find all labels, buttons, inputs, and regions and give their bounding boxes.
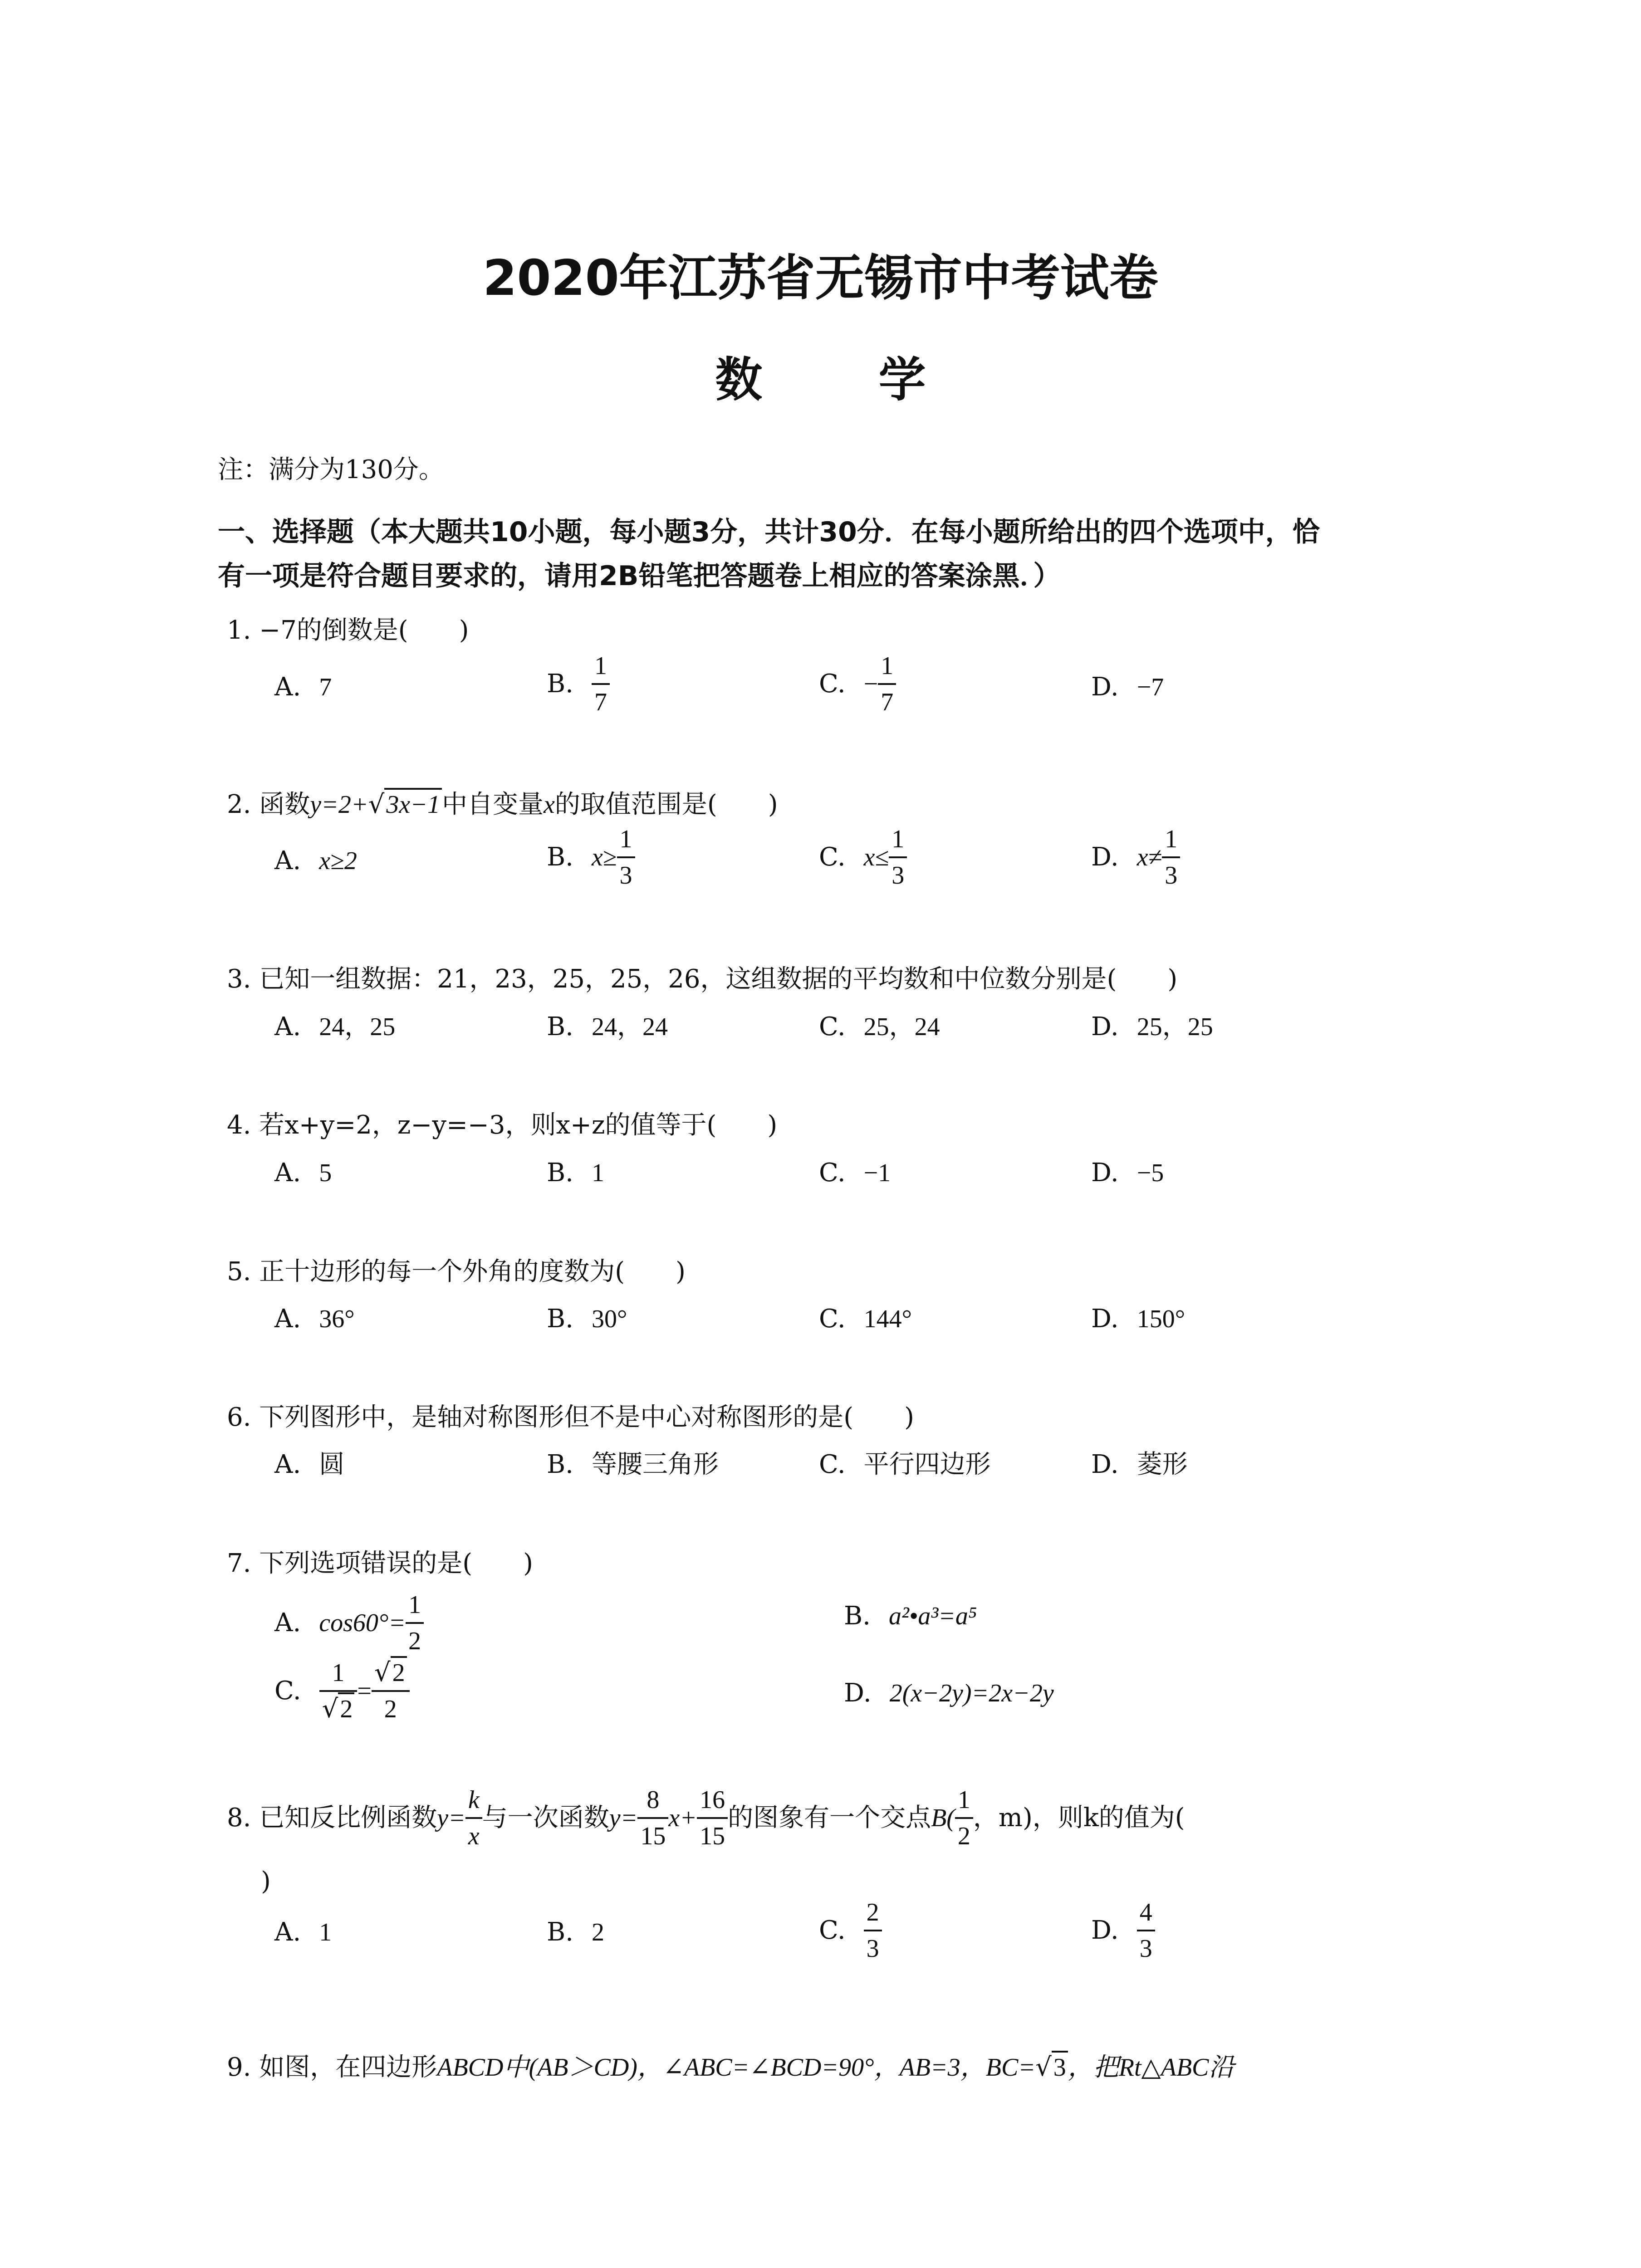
q2-option-c[interactable]: C. x≤ $\frac{1}{3}$ (819, 826, 907, 888)
q3-option-c[interactable]: C. 25，24 (819, 1012, 940, 1041)
q2-option-a[interactable]: A. x≥2 (274, 846, 357, 875)
q8-option-c[interactable]: C. $\frac{2}{3}$ (819, 1900, 882, 1961)
q4-option-d[interactable]: D. −5 (1091, 1158, 1164, 1188)
q4-option-c[interactable]: C. −1 (819, 1158, 891, 1188)
q7-option-a[interactable]: A. cos60°= $\frac{1}{2}$ (274, 1592, 424, 1654)
q6-option-a[interactable]: A. 圆 (274, 1450, 345, 1479)
q6-option-c[interactable]: C. 平行四边形 (819, 1450, 991, 1479)
page-title: 2020年江苏省无锡市中考试卷 (483, 250, 1158, 307)
q1-option-d[interactable]: D. −7 (1091, 672, 1164, 702)
question-5-stem: 5. 正十边形的每一个外角的度数为( ) (227, 1257, 686, 1286)
q1-option-c[interactable]: C. − $\frac{1}{7}$ (819, 653, 896, 715)
q8-option-b[interactable]: B. 2 (547, 1917, 604, 1947)
question-8-close: ) (261, 1867, 271, 1896)
section-heading-line1: 一、选择题（本大题共10小题，每小题3分，共计30分．在每小题所给出的四个选项中，恰 (218, 516, 1320, 548)
q5-option-b[interactable]: B. 30° (547, 1304, 627, 1334)
question-1-stem: 1. −7的倒数是( ) (227, 616, 469, 645)
q3-option-b[interactable]: B. 24，24 (547, 1012, 668, 1041)
q6-option-b[interactable]: B. 等腰三角形 (547, 1450, 719, 1479)
q4-option-a[interactable]: A. 5 (274, 1158, 332, 1188)
question-3-stem: 3. 已知一组数据：21，23，25，25，26，这组数据的平均数和中位数分别是( ) (227, 964, 1178, 994)
q1-option-b[interactable]: B. $\frac{1}{7}$ (547, 653, 610, 715)
q7-option-b[interactable]: B. a²•a³=a⁵ (844, 1601, 977, 1631)
q3-option-d[interactable]: D. 25，25 (1091, 1012, 1213, 1041)
q5-option-a[interactable]: A. 36° (274, 1304, 355, 1334)
question-8-stem: 8. 已知反比例函数y= $\frac{k}{x}$ 与一次函数y= $\frac{8}{15}$ x+ $\frac{16}{15}$ 的图象有一个交点B( $\frac{1}{2}$ ，m)，则k的值为( (227, 1786, 1185, 1850)
question-2-stem: 2. 函数y=2+√3x−1中自变量x的取值范围是( ) (227, 792, 778, 817)
q4-option-b[interactable]: B. 1 (547, 1158, 604, 1188)
question-4-stem: 4. 若x+y=2，z−y=−3，则x+z的值等于( ) (227, 1110, 778, 1140)
q7-option-c[interactable]: C. $\frac{1}{√2}$ = $\frac{√2}{2}$ (274, 1660, 410, 1722)
q6-option-d[interactable]: D. 菱形 (1091, 1450, 1188, 1479)
question-6-stem: 6. 下列图形中，是轴对称图形但不是中心对称图形的是( ) (227, 1403, 914, 1432)
q8-option-a[interactable]: A. 1 (274, 1917, 332, 1947)
note: 注：满分为130分。 (218, 455, 444, 484)
section-heading-line2: 有一项是符合题目要求的，请用2B铅笔把答题卷上相应的答案涂黑．） (218, 560, 1061, 592)
q7-option-d[interactable]: D. 2(x−2y)=2x−2y (844, 1678, 1054, 1708)
q3-option-a[interactable]: A. 24，25 (274, 1012, 396, 1041)
q8-option-d[interactable]: D. $\frac{4}{3}$ (1091, 1900, 1155, 1961)
question-9-stem: 9. 如图，在四边形ABCD中(AB＞CD)，∠ABC=∠BCD=90°，AB=3，BC=√3，把Rt△ABC沿 (227, 2055, 1234, 2080)
q5-option-d[interactable]: D. 150° (1091, 1304, 1185, 1334)
q1-option-a[interactable]: A. 7 (274, 672, 332, 702)
q2-option-b[interactable]: B. x≥ $\frac{1}{3}$ (547, 826, 635, 888)
page-subtitle: 数 学 (715, 352, 976, 407)
q5-option-c[interactable]: C. 144° (819, 1304, 912, 1334)
q2-option-d[interactable]: D. x≠ $\frac{1}{3}$ (1091, 826, 1180, 888)
question-7-stem: 7. 下列选项错误的是( ) (227, 1549, 533, 1578)
